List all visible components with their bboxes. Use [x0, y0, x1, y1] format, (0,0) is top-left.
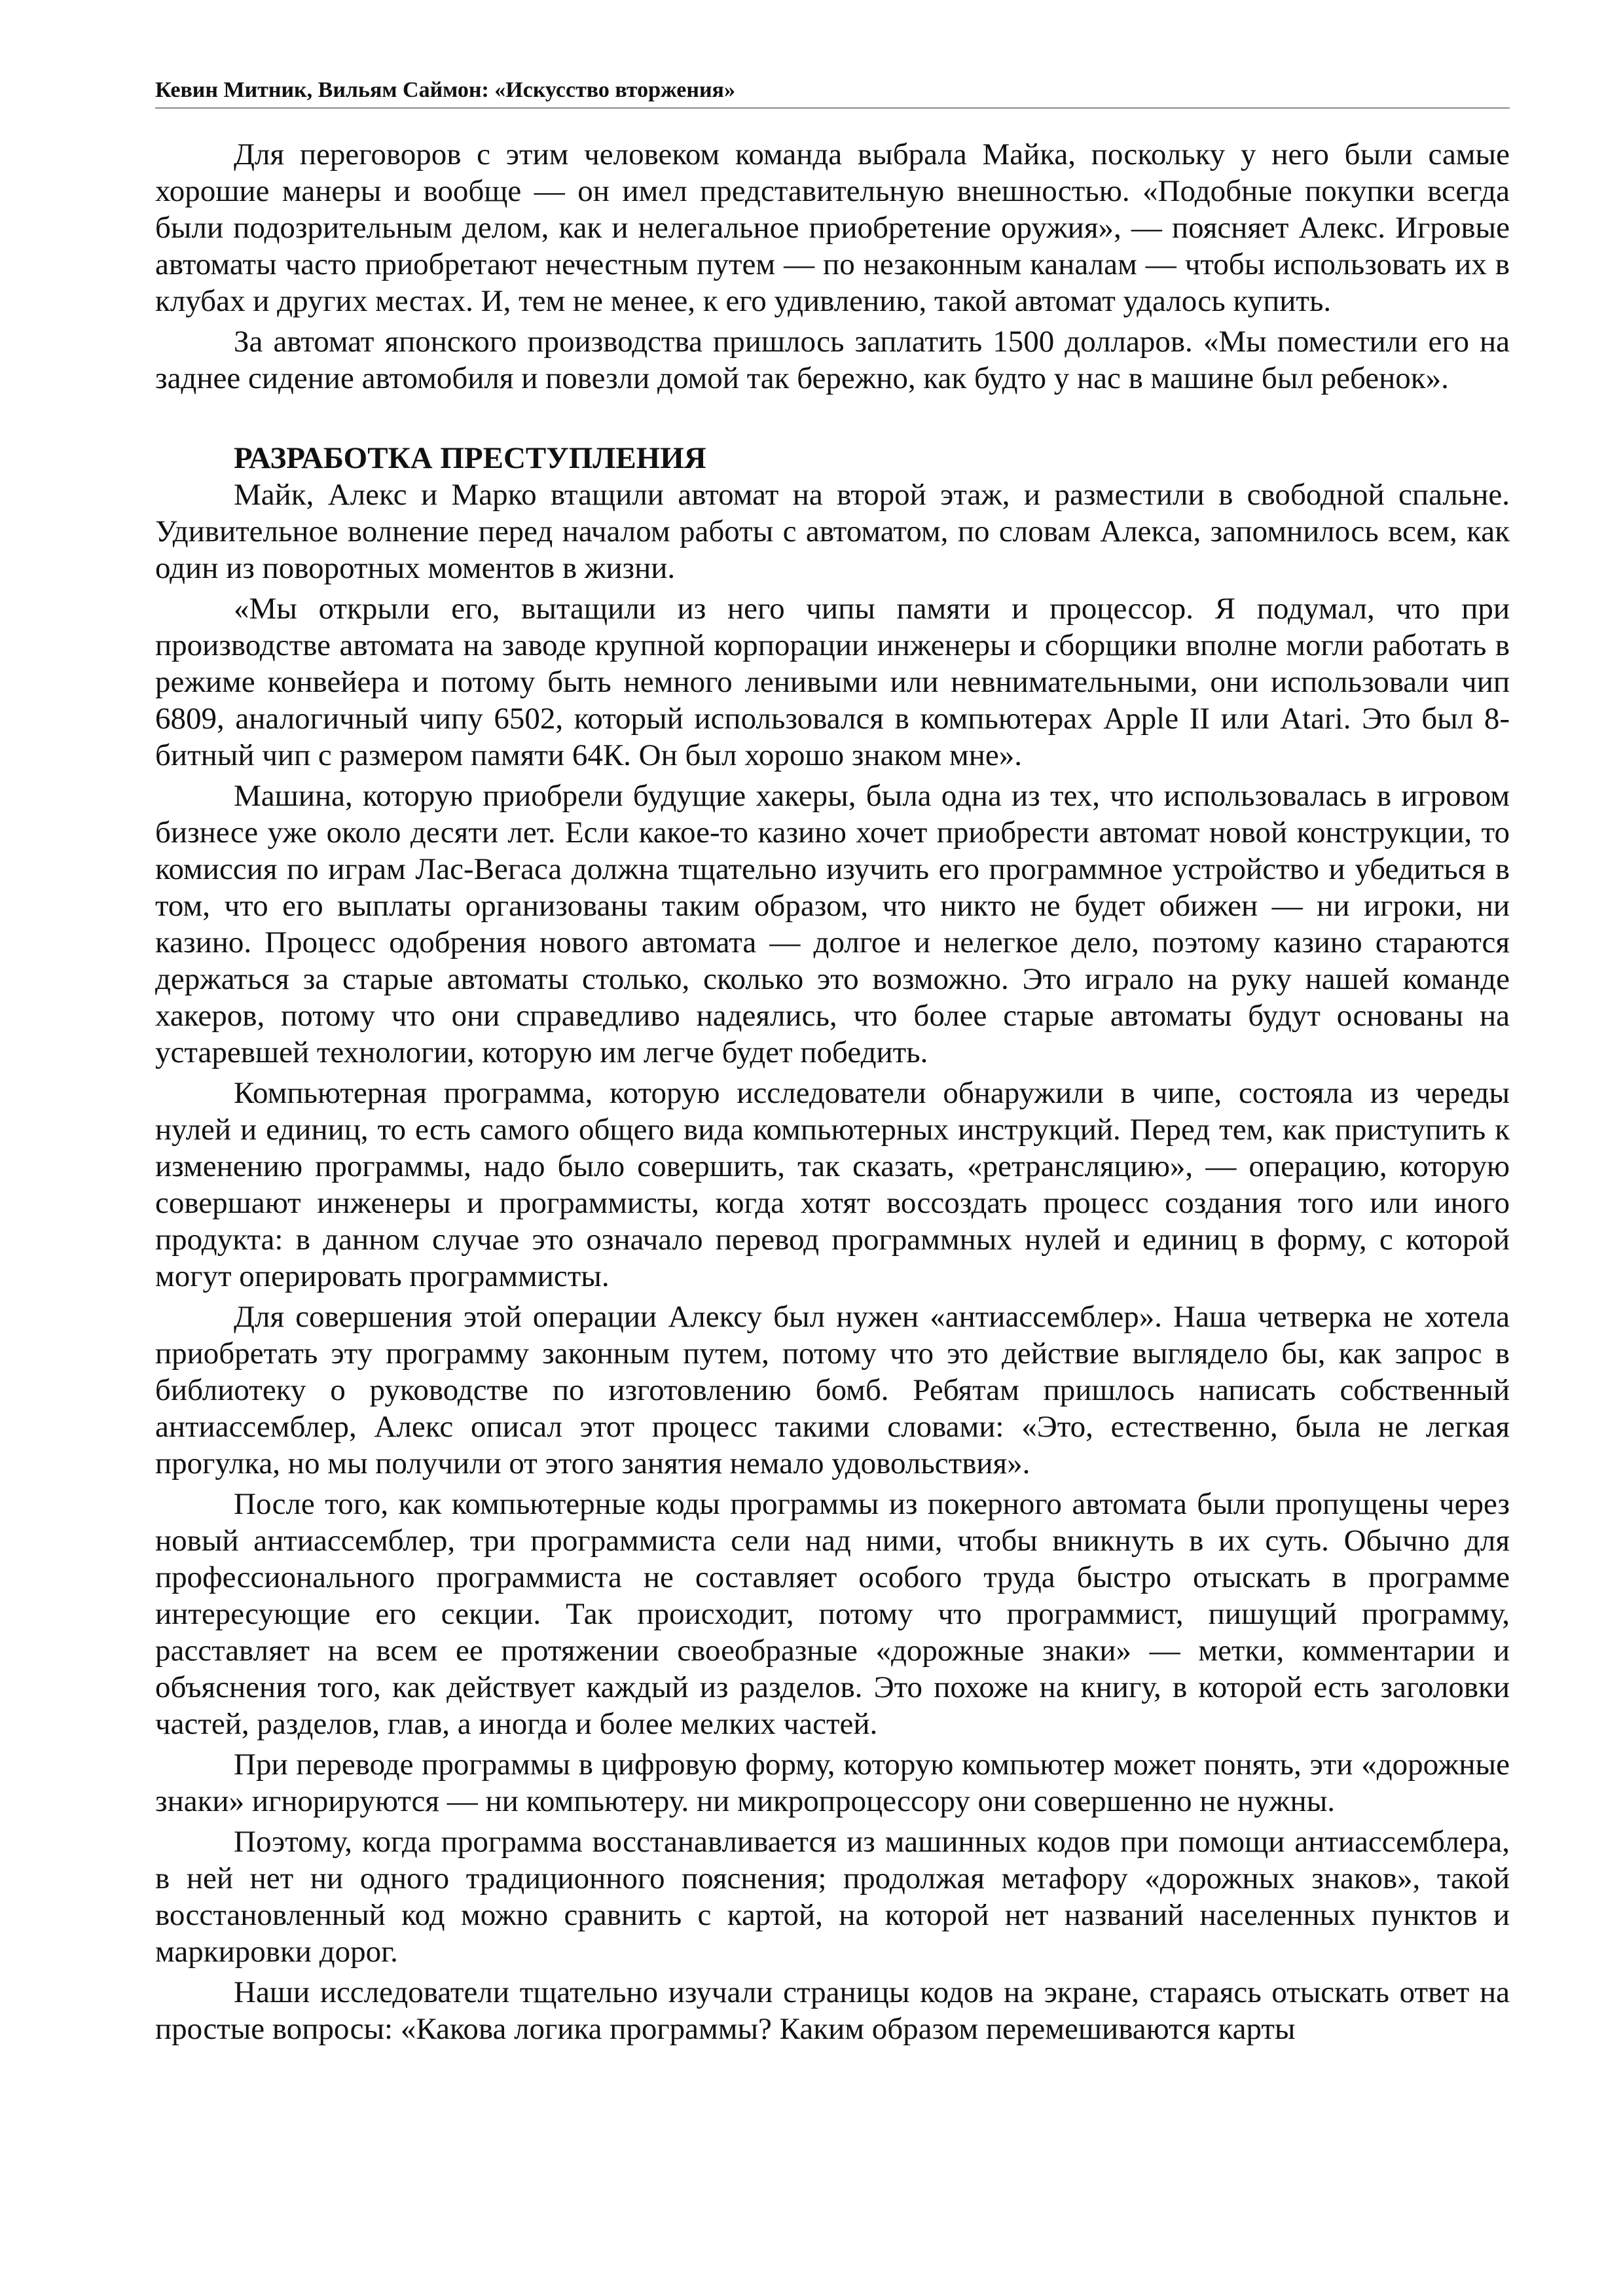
paragraph: После того, как компьютерные коды программы из покерного автомата были пропущены через новый антиассемблер, три программиста сели над ними, чтобы вникнуть в их суть. Обычно для профессионального программиста не составляет особого труда быстро отыскать в программе интересующие его секции. Так происходит, потому что программист, пишущий программу, расставляет на всем ее протяжении своеобразные «дорожные знаки» — метки, комментарии и объяснения того, как действует каждый из разделов. Это похоже на книгу, в которой есть заголовки частей, разделов, глав, а иногда и более мелких частей.	[155, 1487, 1510, 1741]
header-divider	[155, 107, 1510, 109]
section-heading: РАЗРАБОТКА ПРЕСТУПЛЕНИЯ	[234, 441, 706, 475]
paragraph: Машина, которую приобрели будущие хакеры, была одна из тех, что использовалась в игровом бизнесе уже около десяти лет. Если какое-то казино хочет приобрести автомат новой конструкции, то комиссия по играм Лас-Вегаса должна тщательно изучить его программное устройство и убедиться в том, что его выплаты организованы таким образом, что никто не будет обижен — ни игроки, ни казино. Процесс одобрения нового автомата — долгое и нелегкое дело, поэтому казино стараются держаться за старые автоматы столько, сколько это возможно. Это играло на руку нашей команде хакеров, потому что они справедливо надеялись, что более старые автоматы будут основаны на устаревшей технологии, которую им легче будет победить.	[155, 779, 1510, 1069]
paragraph: Поэтому, когда программа восстанавливается из машинных кодов при помощи антиассемблера, в ней нет ни одного традиционного пояснения; продолжая метафору «дорожных знаков», такой восстановленный код можно сравнить с картой, на которой нет названий населенных пунктов и маркировки дорог.	[155, 1825, 1510, 1969]
paragraph: Компьютерная программа, которую исследователи обнаружили в чипе, состояла из череды нулей и единиц, то есть самого общего вида компьютерных инструкций. Перед тем, как приступить к изменению программы, надо было совершить, так сказать, «ретрансляцию», — операцию, которую совершают инженеры и программисты, когда хотят воссоздать процесс создания того или иного продукта: в данном случае это означало перевод программных нулей и единиц в форму, с которой могут оперировать программисты.	[155, 1076, 1510, 1293]
paragraph: Для переговоров с этим человеком команда выбрала Майка, поскольку у него были самые хорошие манеры и вообще — он имел представительную внешностью. «Подобные покупки всегда были подозрительным делом, как и нелегальное приобретение оружия», — поясняет Алекс. Игровые автоматы часто приобретают нечестным путем — по незаконным каналам — чтобы использовать их в клубах и других местах. И, тем не менее, к его удивлению, такой автомат удалось купить.	[155, 137, 1510, 318]
paragraph: Для совершения этой операции Алексу был нужен «антиассемблер». Наша четверка не хотела приобретать эту программу законным путем, потому что это действие выглядело бы, как запрос в библиотеку о руководстве по изготовлению бомб. Ребятам пришлось написать собственный антиассемблер, Алекс описал этот процесс такими словами: «Это, естественно, была не легкая прогулка, но мы получили от этого занятия немало удовольствия».	[155, 1300, 1510, 1480]
paragraph: «Мы открыли его, вытащили из него чипы памяти и процессор. Я подумал, что при производстве автомата на заводе крупной корпорации инженеры и сборщики вполне могли работать в режиме конвейера и потому быть немного ленивыми или невнимательными, они использовали чип 6809, аналогичный чипу 6502, который использовался в компьютерах Apple II или Atari. Это был 8-битный чип с размером памяти 64К. Он был хорошо знаком мне».	[155, 592, 1510, 772]
paragraph: При переводе программы в цифровую форму, которую компьютер может понять, эти «дорожные знаки» игнорируются — ни компьютеру. ни микропроцессору они совершенно не нужны.	[155, 1748, 1510, 1818]
running-header: Кевин Митник, Вильям Саймон: «Искусство вторжения»	[155, 78, 735, 102]
paragraph: За автомат японского производства пришлось заплатить 1500 долларов. «Мы поместили его на заднее сидение автомобиля и повезли домой так бережно, как будто у нас в машине был ребенок».	[155, 325, 1510, 395]
page-body	[155, 136, 1510, 2047]
paragraph: Наши исследователи тщательно изучали страницы кодов на экране, стараясь отыскать ответ на простые вопросы: «Какова логика программы? Каким образом перемешиваются карты	[155, 1975, 1510, 2046]
paragraph: Майк, Алекс и Марко втащили автомат на второй этаж, и разместили в свободной спальне. Удивительное волнение перед началом работы с автоматом, по словам Алекса, запомнилось всем, как один из поворотных моментов в жизни.	[155, 478, 1510, 585]
